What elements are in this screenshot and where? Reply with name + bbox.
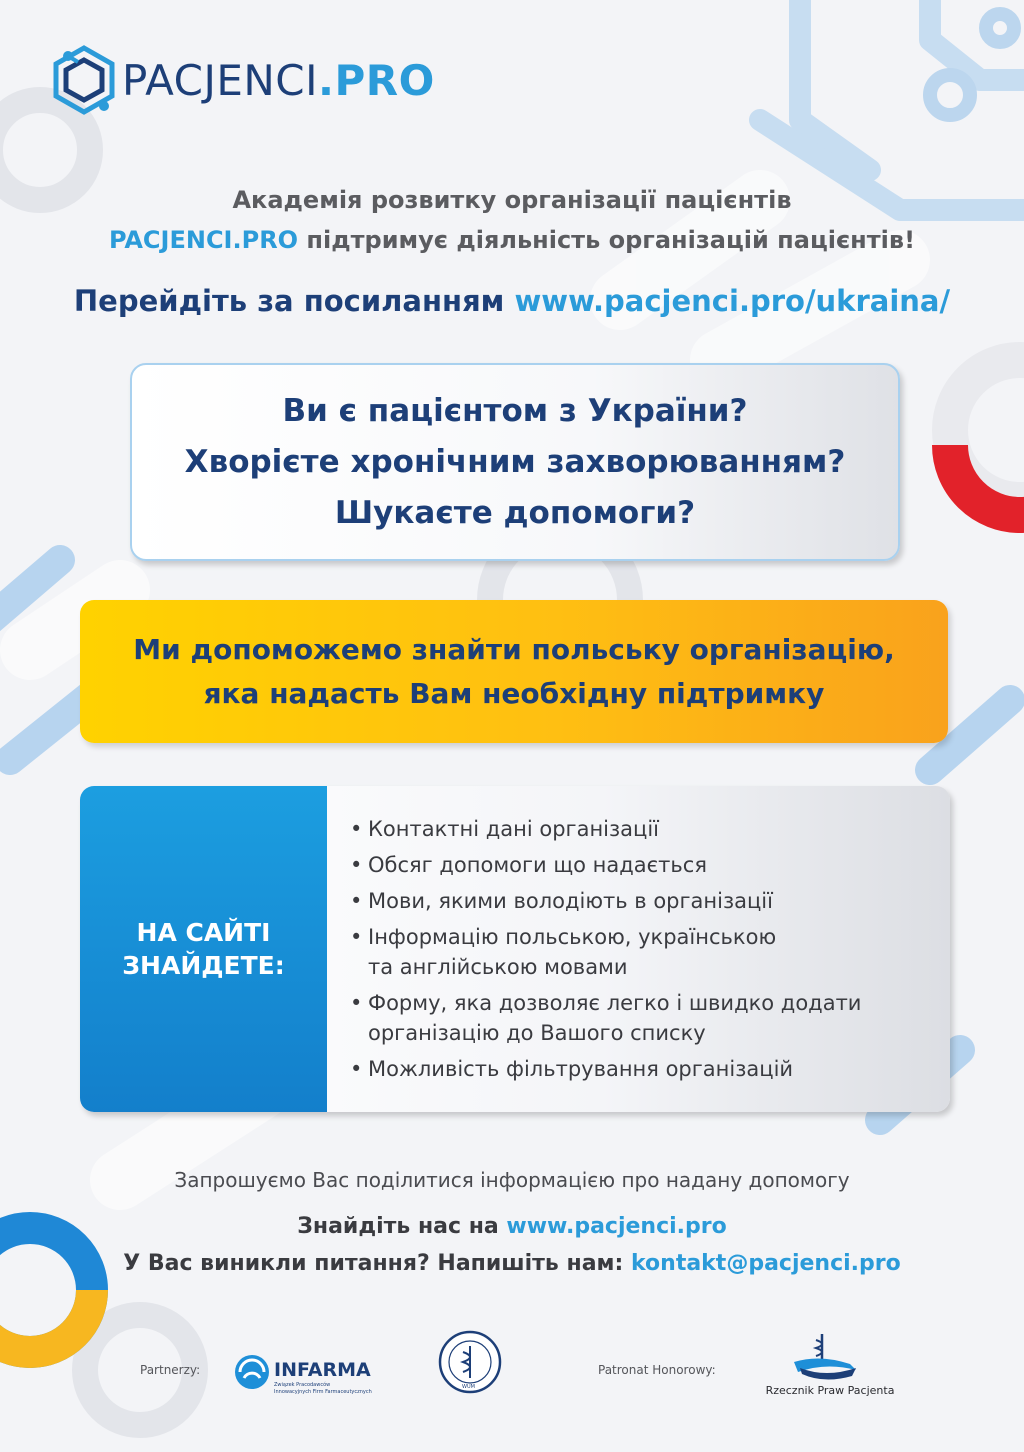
features-box — [80, 786, 950, 1112]
logo — [48, 40, 435, 120]
list-item — [350, 886, 940, 916]
features-title-line-2: ЗНАЙДЕТЕ: — [122, 951, 285, 980]
partners-label: Partnerzy: — [140, 1363, 201, 1377]
infarma-logo — [232, 1350, 402, 1398]
ukraina-link[interactable]: www.pacjenci.pro/ukraina/ — [514, 284, 951, 318]
question-box — [130, 363, 900, 561]
patronat-label: Patronat Honorowy: — [598, 1363, 716, 1377]
help-banner — [80, 600, 948, 743]
intro-link-line — [0, 284, 1024, 318]
features-title-line-1: НА САЙТІ — [136, 918, 271, 947]
list-item-text: • Обсяг допомоги що надається — [368, 853, 707, 877]
list-item-text: • Можливість фільтрування організацій — [368, 1057, 794, 1081]
help-line-1: Ми допоможемо знайти польську організацію, — [133, 632, 895, 666]
features-side-panel — [80, 786, 327, 1112]
question-line-1: Ви є пацієнтом з України? — [282, 392, 748, 429]
svg-text:WUM: WUM — [462, 1384, 475, 1390]
intro-line-2-text: підтримує діяльність організацій пацієнтів! — [298, 226, 916, 254]
list-item-text: • Форму, яка дозволяє легко і швидко додати — [368, 991, 862, 1015]
svg-text:INFARMA: INFARMA — [274, 1359, 371, 1381]
logo-text-part2: .PRO — [318, 55, 435, 105]
list-item-text: • Мови, якими володіють в організації — [368, 889, 773, 913]
find-us-line — [0, 1214, 1024, 1239]
find-us-text: Знайдіть нас на — [297, 1214, 507, 1239]
intro-brand: PACJENCI.PRO — [108, 226, 299, 254]
logo-wordmark — [122, 56, 435, 105]
rpp-logo — [760, 1328, 900, 1400]
contact-line — [0, 1251, 1024, 1276]
intro-line-2 — [0, 226, 1024, 254]
intro-link-text: Перейдіть за посиланням — [73, 284, 515, 318]
help-line-2: яка надасть Вам необхідну підтримку — [203, 676, 825, 710]
contact-text: У Вас виникли питання? Напишіть нам: — [123, 1251, 631, 1276]
logo-text-part1: PACJENCI — [122, 55, 319, 105]
svg-text:Rzecznik Praw Pacjenta: Rzecznik Praw Pacjenta — [765, 1384, 895, 1397]
list-item-text: • Контактні дані організації — [368, 817, 660, 841]
list-item-text: • Інформацію польською, українською — [368, 925, 777, 949]
list-item — [350, 988, 940, 1048]
question-line-3: Шукаєте допомоги? — [334, 494, 696, 531]
logo-hexagon-icon — [48, 40, 120, 120]
email-link[interactable]: kontakt@pacjenci.pro — [631, 1251, 901, 1276]
list-item-text: та англійською мовами — [368, 955, 628, 979]
svg-text:Związek Pracodawców: Związek Pracodawców — [274, 1382, 331, 1388]
features-list — [350, 814, 940, 1090]
list-item-text: організацію до Вашого списку — [368, 1021, 706, 1045]
list-item — [350, 814, 940, 844]
invite-text: Запрошуємо Вас поділитися інформацією про надану допомогу — [174, 1168, 850, 1192]
list-item — [350, 850, 940, 880]
question-line-2: Хворієте хронічним захворюванням? — [184, 443, 846, 480]
svg-text:Innowacyjnych Firm Farmaceutyc: Innowacyjnych Firm Farmaceutycznych — [274, 1389, 372, 1395]
wum-seal — [438, 1330, 502, 1394]
intro-line-1: Академія розвитку організації пацієнтів — [232, 186, 792, 214]
website-link[interactable]: www.pacjenci.pro — [506, 1214, 727, 1239]
list-item — [350, 922, 940, 982]
list-item — [350, 1054, 940, 1084]
